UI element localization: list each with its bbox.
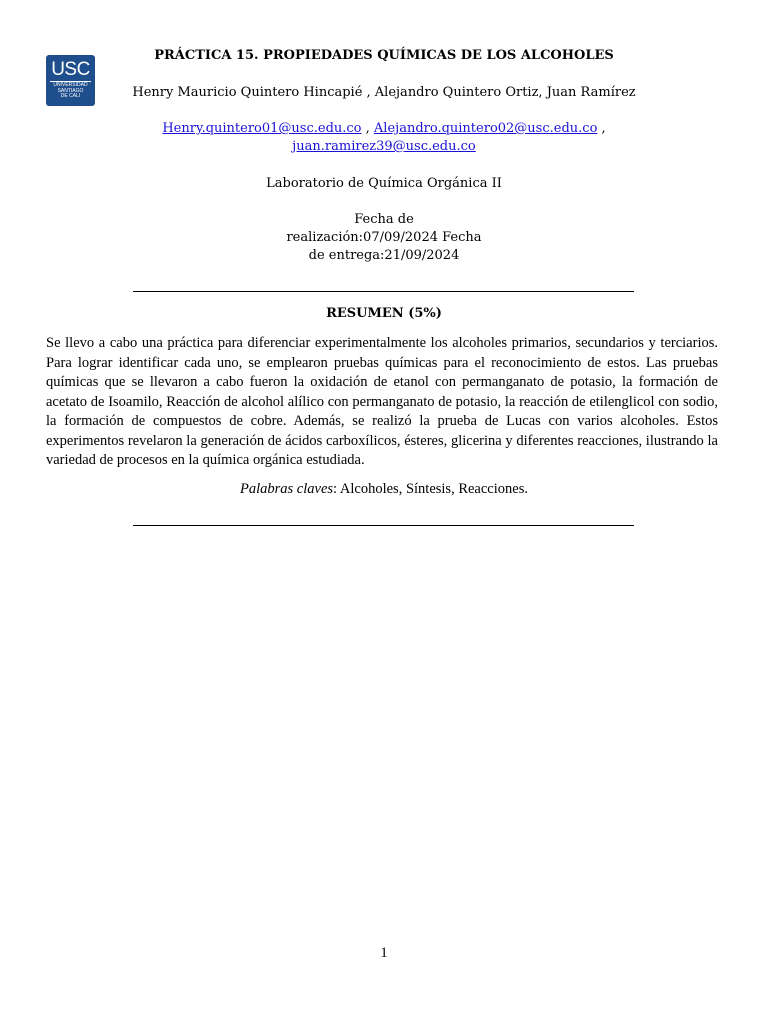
keywords-line bbox=[0, 480, 768, 498]
fecha-line-2: realización:07/09/2024 Fecha bbox=[286, 230, 482, 245]
top-divider bbox=[133, 291, 634, 292]
logo-line-2: SANTIAGO bbox=[57, 87, 84, 94]
abstract-paragraph: Se llevo a cabo una práctica para diferenciar experimentalmente los alcoholes primarios, secundarios y terciarios. Para lograr identificar cada uno, se emplearon pruebas químicas para el reconocimiento de estos. Las pruebas químicas que se llevaron a cabo fueron la oxidación de etanol con permanganato de potasio, la formación de acetato de Isoamilo, Reacción de alcohol alílico con permanganato de potasio, la reacción de etilenglicol con sodio, la formación de compuestos de cobre. Además, se realizó la prueba de Lucas con varios alcoholes. Estos experimentos revelaron la generación de ácidos carboxílicos, ésteres, glicerina y diferentes reacciones, ilustrando la variedad de procesos en la química orgánica estudiada. bbox=[46, 335, 718, 468]
keywords-label: Palabras claves bbox=[240, 481, 334, 497]
resumen-heading: RESUMEN (5%) bbox=[326, 306, 442, 321]
logo-line-1: UNIVERSIDAD bbox=[53, 82, 88, 88]
authors-line: Henry Mauricio Quintero Hincapié , Alejandro Quintero Ortiz, Juan Ramírez bbox=[132, 85, 636, 100]
page-number: 1 bbox=[380, 945, 388, 961]
author-emails bbox=[0, 120, 768, 156]
bottom-divider bbox=[133, 525, 634, 526]
email-link-juan[interactable]: juan.ramirez39@usc.edu.co bbox=[292, 139, 476, 154]
fecha-line-3: de entrega:21/09/2024 bbox=[308, 248, 460, 263]
email-link-henry[interactable]: Henry.quintero01@usc.edu.co bbox=[162, 121, 362, 136]
email-link-alejandro[interactable]: Alejandro.quintero02@usc.edu.co bbox=[373, 121, 598, 136]
email-separator: , bbox=[361, 121, 374, 136]
email-trailing-comma: , bbox=[597, 121, 606, 136]
keywords-values: Alcoholes, Síntesis, Reacciones. bbox=[339, 481, 528, 497]
fecha-line-1: Fecha de bbox=[354, 212, 414, 227]
logo-acronym: USC bbox=[51, 59, 90, 80]
document-title: PRÁCTICA 15. PROPIEDADES QUÍMICAS DE LOS ALCOHOLES bbox=[154, 48, 614, 63]
keywords-separator: : bbox=[333, 481, 340, 497]
lab-name: Laboratorio de Química Orgánica II bbox=[266, 176, 502, 191]
dates-block bbox=[0, 211, 768, 265]
logo-line-3: DE CALI bbox=[60, 93, 81, 99]
